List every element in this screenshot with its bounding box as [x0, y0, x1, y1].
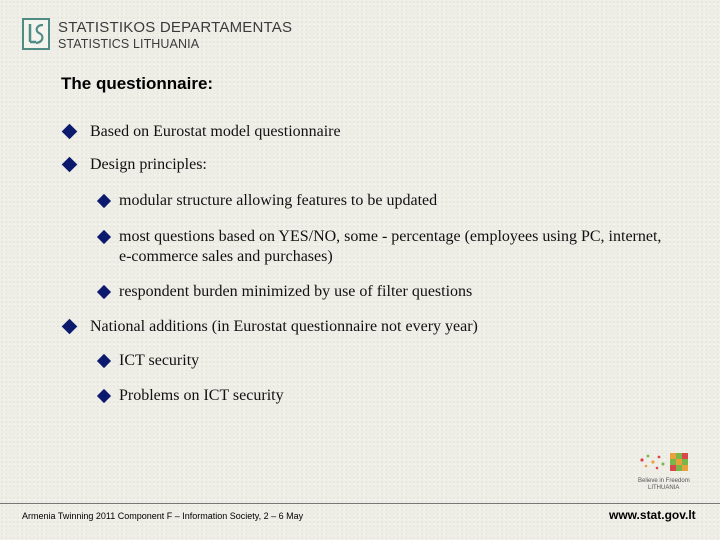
believe-in-freedom-flower-icon [636, 450, 696, 478]
branding-caption-line2: LITHUANIA [648, 485, 680, 491]
org-name-lithuanian: STATISTIKOS DEPARTAMENTAS [58, 19, 293, 36]
bullet-item [64, 317, 684, 337]
bullet-text: modular structure allowing features to be updated [119, 192, 438, 209]
branding-caption [638, 478, 690, 492]
bullet-text: National additions (in Eurostat questionnaire not every year) [90, 318, 478, 335]
ls-logo-icon [22, 18, 50, 50]
bullet-text: respondent burden minimized by use of filter questions [119, 283, 473, 300]
footer-website-link[interactable]: www.stat.gov.lt [609, 508, 696, 522]
bullet-item [64, 122, 684, 142]
sub-bullet-item [98, 351, 673, 371]
footer-divider [0, 503, 720, 504]
sub-bullet-item [98, 191, 673, 211]
bullet-item [64, 155, 684, 175]
branding-caption-line1: Believe in Freedom [638, 478, 690, 484]
footer-event-text: Armenia Twinning 2011 Component F – Information Society, 2 – 6 May [22, 511, 304, 521]
sub-bullet-item [98, 227, 673, 267]
bullet-text: Based on Eurostat model questionnaire [90, 123, 341, 140]
sub-bullet-item [98, 282, 673, 302]
slide-title: The questionnaire: [61, 74, 214, 93]
org-name-english: STATISTICS LITHUANIA [58, 37, 200, 51]
sub-bullet-item [98, 386, 673, 406]
bullet-text: Design principles: [90, 156, 207, 173]
bullet-text: most questions based on YES/NO, some - percentage (employees using PC, internet, e-commerce sales and purchases) [119, 228, 662, 265]
bullet-text: ICT security [119, 352, 200, 369]
bullet-text: Problems on ICT security [119, 387, 284, 404]
